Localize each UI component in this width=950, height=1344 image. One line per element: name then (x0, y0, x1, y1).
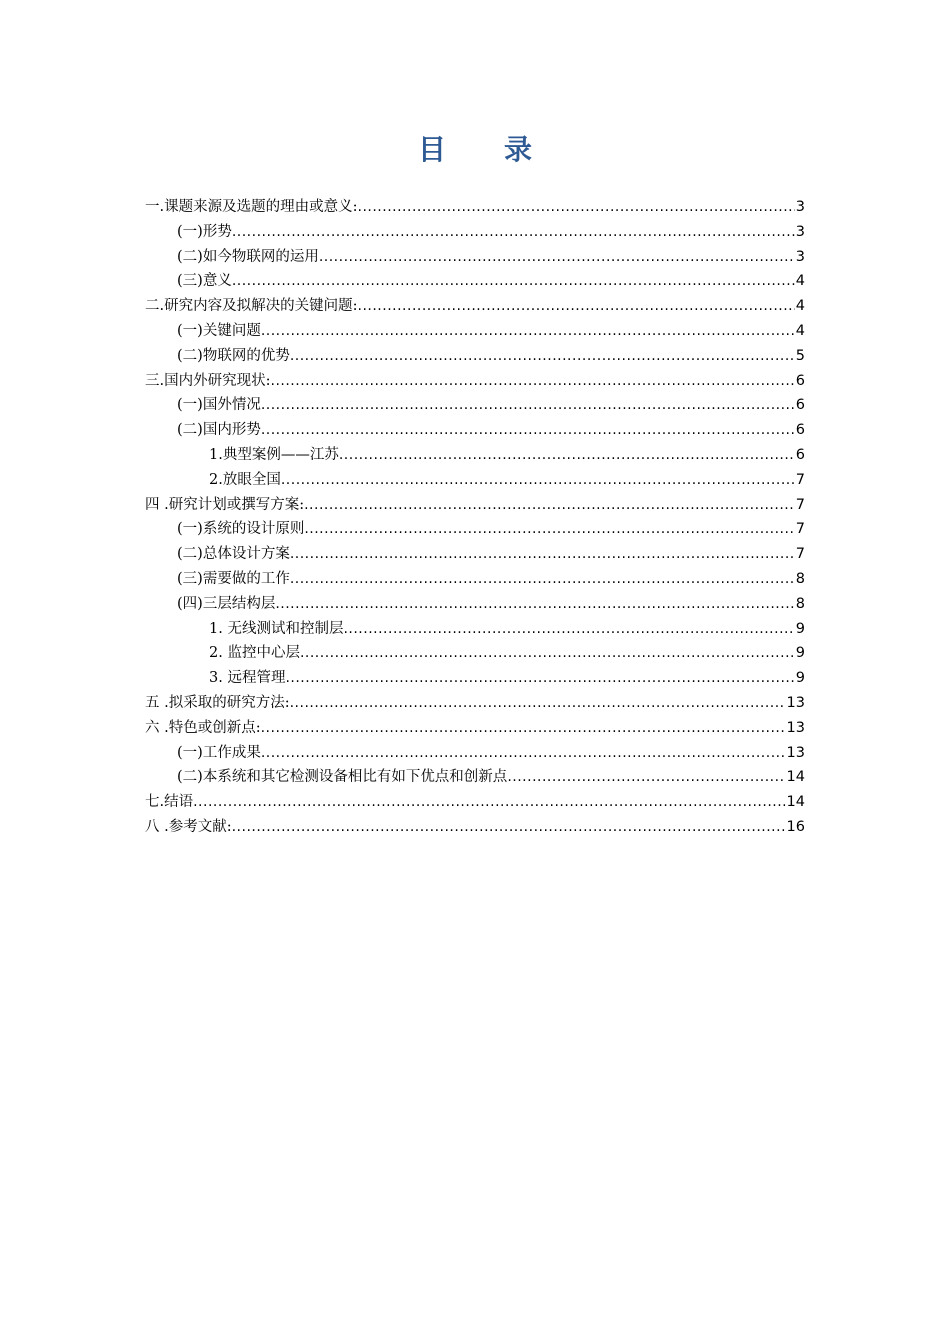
toc-entry[interactable] (145, 418, 805, 443)
toc-entry-page-number: 6 (795, 446, 805, 463)
toc-entry[interactable] (145, 468, 805, 493)
toc-entry-label: 六 .特色或创新点: (145, 719, 261, 736)
toc-entry-label: 八 .参考文献: (145, 818, 232, 835)
toc-entry[interactable] (145, 517, 805, 542)
toc-entry-page-number: 7 (795, 521, 805, 538)
toc-entry[interactable] (145, 195, 805, 220)
toc-dot-leader (304, 517, 794, 542)
toc-entry[interactable] (145, 641, 805, 666)
toc-entry[interactable] (145, 815, 805, 840)
toc-entry-page-number: 14 (786, 794, 805, 811)
toc-entry-label: 四 .研究计划或撰写方案: (145, 496, 305, 513)
toc-entry-label: (一)关键问题 (177, 322, 261, 339)
toc-entry-page-number: 9 (795, 620, 805, 637)
toc-entry[interactable] (145, 691, 805, 716)
toc-entry-page-number: 14 (786, 769, 805, 786)
toc-entry-page-number: 3 (795, 199, 805, 215)
toc-entry[interactable] (145, 220, 805, 245)
toc-entry-page-number: 4 (795, 273, 805, 290)
toc-entry[interactable] (145, 245, 805, 270)
table-of-contents (145, 195, 805, 840)
toc-dot-leader (358, 294, 795, 319)
toc-entry-page-number: 13 (786, 694, 805, 711)
toc-dot-leader (261, 741, 786, 766)
toc-dot-leader (319, 245, 795, 270)
toc-dot-leader (343, 617, 794, 642)
toc-entry-page-number: 7 (795, 546, 805, 563)
page-title: 目录 (417, 133, 590, 166)
toc-entry-page-number: 5 (795, 347, 805, 364)
toc-entry[interactable] (145, 765, 805, 790)
toc-entry-label: (一)国外情况 (177, 397, 261, 414)
toc-entry[interactable] (145, 741, 805, 766)
toc-entry-label: (二)物联网的优势 (177, 347, 290, 364)
toc-dot-leader (281, 468, 795, 493)
toc-entry[interactable] (145, 716, 805, 741)
toc-entry-label: (四)三层结构层 (177, 595, 276, 612)
toc-dot-leader (285, 666, 794, 691)
toc-entry[interactable] (145, 542, 805, 567)
toc-dot-leader (304, 493, 795, 518)
toc-entry-page-number: 13 (786, 719, 805, 736)
toc-entry-label: (二)总体设计方案 (177, 546, 290, 563)
toc-entry-label: (二)本系统和其它检测设备相比有如下优点和创新点 (177, 769, 508, 786)
toc-entry-label: (二)如今物联网的运用 (177, 248, 319, 265)
toc-entry-label: 1. 无线测试和控制层 (209, 620, 344, 637)
toc-entry-label: (一)形势 (177, 223, 232, 240)
toc-dot-leader (358, 195, 795, 220)
toc-dot-leader (232, 815, 786, 840)
toc-dot-leader (290, 567, 795, 592)
toc-dot-leader (193, 790, 785, 815)
toc-entry-label: (二)国内形势 (177, 422, 261, 439)
toc-entry-page-number: 16 (786, 818, 805, 835)
toc-entry[interactable] (145, 393, 805, 418)
toc-entry-label: (三)需要做的工作 (177, 570, 290, 587)
toc-entry[interactable] (145, 269, 805, 294)
toc-entry[interactable] (145, 443, 805, 468)
toc-entry-label: 1.典型案例——江苏 (209, 446, 339, 463)
toc-entry-label: 2.放眼全国 (209, 471, 281, 488)
toc-entry-page-number: 4 (795, 322, 805, 339)
toc-entry[interactable] (145, 567, 805, 592)
toc-entry[interactable] (145, 666, 805, 691)
toc-dot-leader (290, 542, 795, 567)
toc-entry-label: 七.结语 (145, 794, 194, 811)
toc-dot-leader (271, 369, 795, 394)
toc-dot-leader (290, 691, 786, 716)
toc-entry-page-number: 3 (795, 248, 805, 265)
toc-entry-page-number: 8 (795, 595, 805, 612)
toc-dot-leader (300, 641, 795, 666)
toc-entry-page-number: 6 (795, 422, 805, 439)
toc-dot-leader (507, 765, 785, 790)
toc-entry[interactable] (145, 592, 805, 617)
toc-entry-page-number: 9 (795, 645, 805, 662)
toc-entry-label: 一.课题来源及选题的理由或意义: (145, 199, 358, 215)
toc-entry-page-number: 6 (795, 372, 805, 389)
toc-entry-page-number: 8 (795, 570, 805, 587)
toc-dot-leader (290, 344, 795, 369)
toc-entry[interactable] (145, 319, 805, 344)
toc-entry-label: 3. 远程管理 (209, 670, 286, 687)
toc-entry[interactable] (145, 294, 805, 319)
toc-entry-page-number: 7 (795, 496, 805, 513)
toc-entry-page-number: 6 (795, 397, 805, 414)
toc-dot-leader (232, 220, 795, 245)
toc-dot-leader (232, 269, 795, 294)
toc-dot-leader (261, 319, 795, 344)
toc-dot-leader (275, 592, 794, 617)
toc-entry-page-number: 7 (795, 471, 805, 488)
toc-entry-label: 2. 监控中心层 (209, 645, 300, 662)
toc-dot-leader (261, 393, 795, 418)
toc-entry[interactable] (145, 617, 805, 642)
toc-entry-page-number: 9 (795, 670, 805, 687)
toc-entry-label: 五 .拟采取的研究方法: (145, 694, 290, 711)
toc-entry-page-number: 3 (795, 223, 805, 240)
toc-dot-leader (261, 418, 795, 443)
toc-entry-label: 三.国内外研究现状: (145, 372, 271, 389)
toc-entry[interactable] (145, 369, 805, 394)
toc-entry-label: (三)意义 (177, 273, 232, 290)
toc-entry-page-number: 4 (795, 298, 805, 315)
toc-entry[interactable] (145, 344, 805, 369)
toc-entry-label: (一)系统的设计原则 (177, 521, 305, 538)
toc-entry-label: (一)工作成果 (177, 744, 261, 761)
toc-entry-page-number: 13 (786, 744, 805, 761)
toc-entry-label: 二.研究内容及拟解决的关键问题: (145, 298, 358, 315)
toc-entry[interactable] (145, 493, 805, 518)
toc-dot-leader (339, 443, 795, 468)
toc-dot-leader (261, 716, 786, 741)
toc-entry[interactable] (145, 790, 805, 815)
